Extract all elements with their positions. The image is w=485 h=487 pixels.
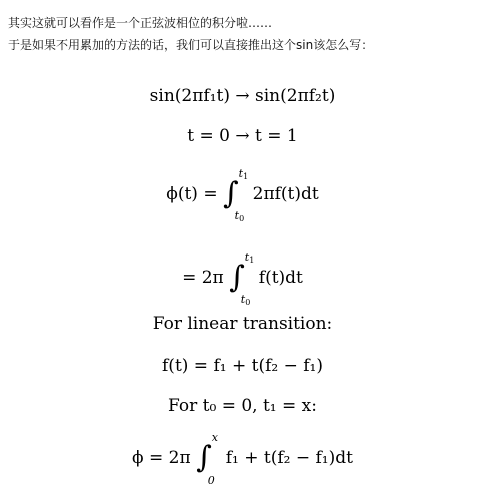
integral-limits [207,430,226,487]
integral-sign-icon: ∫ [229,260,245,295]
linear-transition-label: For linear transition: [152,314,333,334]
integral-limits [240,250,259,307]
phase-integral-rhs: 2πf(t)dt [252,184,319,204]
factored-lhs: = 2π [182,268,224,288]
integral-lower-limit: $t_0$ [234,208,245,223]
equation-phase-integral [0,166,485,223]
factored-rhs: f(t)dt [258,268,303,288]
equation-frequency-sweep: sin(2πf₁t) → sin(2πf₂t) [149,86,336,106]
equation-time-range: t = 0 → t = 1 [187,126,298,146]
integral-upper-limit: $t_1$ [244,250,255,265]
integral-lower-limit: $t_0$ [240,292,251,307]
limits-substitution-label: For t₀ = 0, t₁ = x: [168,396,317,416]
integral-lower-limit: 0 [207,473,215,487]
equation-linear-frequency: f(t) = f₁ + t(f₂ − f₁) [162,356,323,376]
equation-phase-integral-factored [0,250,485,307]
intro-text [8,12,478,56]
integral-upper-limit: x [211,430,218,444]
final-phase-lhs: ϕ = 2π [132,448,191,468]
phase-integral-lhs: ϕ(t) = [166,184,223,204]
intro-line-1: 其实这就可以看作是一个正弦波相位的积分啦…… [8,16,273,30]
integral-sign-icon: ∫ [223,176,239,211]
integral-upper-limit: $t_1$ [238,166,249,181]
integral-sign-icon: ∫ [196,440,212,475]
equation-final-phase [0,430,485,487]
intro-line-2: 于是如果不用累加的方法的话，我们可以直接推出这个sin该怎么写： [8,38,374,52]
final-phase-rhs: f₁ + t(f₂ − f₁)dt [225,448,353,468]
integral-limits [234,166,253,223]
